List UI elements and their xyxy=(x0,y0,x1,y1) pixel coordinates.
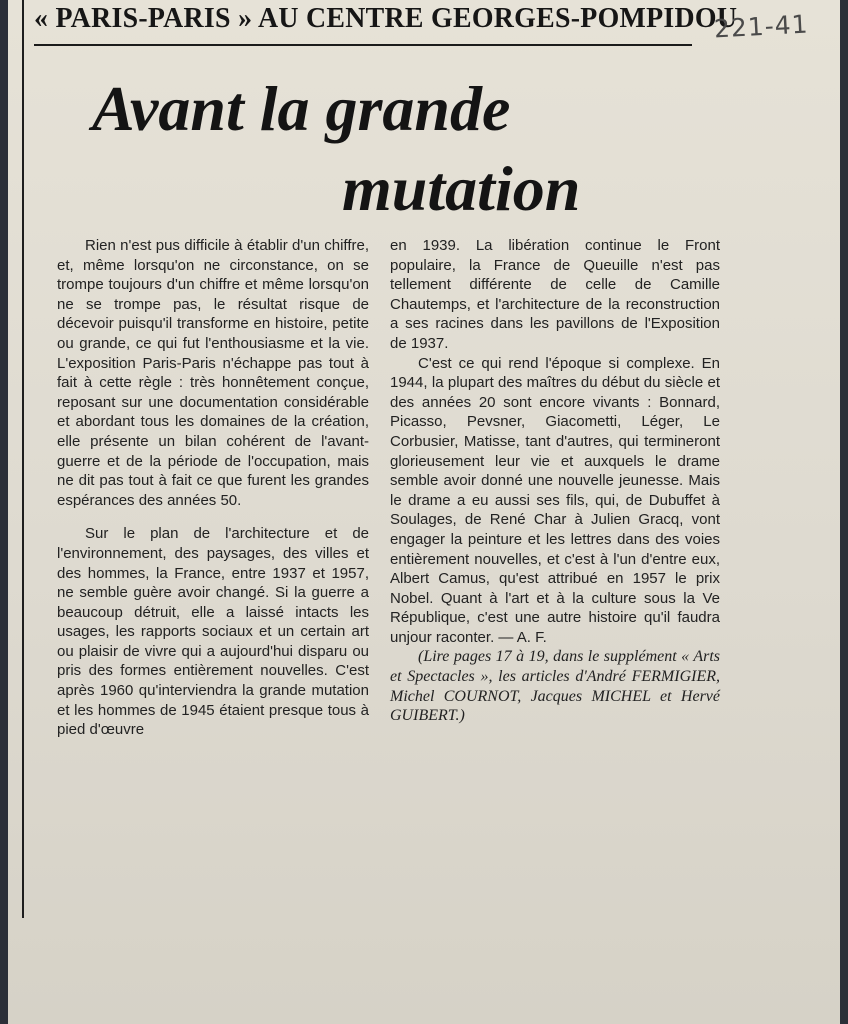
archive-number: 221-41 xyxy=(713,9,810,44)
article-column-1 xyxy=(57,236,369,740)
paragraph-2: Sur le plan de l'architecture et de l'environnement, des paysages, des villes et des hommes, la France, entre 1937 et 1957, ne semble guère avoir changé. Si la guerre a beaucoup détruit, elle a laissé intacts les usages, les rapports sociaux et un certain art ou plaisir de vivre qui a aujourd'hui disparu ou pris des formes entièrement nouvelles. C'est après 1960 qu'interviendra la grande mutation et les hommes de 1945 étaient presque tous à pied d'œuvre xyxy=(57,525,369,739)
paragraph-1: Rien n'est pus difficile à établir d'un chiffre, et, même lorsqu'on ne circonstance, on se trompe toujours d'un chiffre et même lorsqu'on ne se trompe pas, le résultat risque de décevoir puisqu'il transforme en histoire, petite ou grande, ce qui fut l'enthousiasme et la vie. L'exposition Paris-Paris n'échappe pas tout à fait à cette règle : très honnêtement conçue, reposant sur une documentation considérable et abordant tous les domaines de la création, elle présente un bilan cohérent de l'avant-guerre et de la période de l'occupation, mais ne dit pas tout à fait ce que furent les grandes espérances des années 50. xyxy=(57,237,369,509)
paragraph-4: C'est ce qui rend l'époque si complexe. En 1944, la plupart des maîtres du début du siècle et des années 20 sont encore vivants : Bonnard, Picasso, Pevsner, Giacometti, Léger, Le Corbusier, Matisse, tant d'autres, qui termineront glorieusement leur vie et auxquels le drame semble avoir donné une nouvelle jeunesse. Mais le drame a eu aussi ses fils, qui, de Dubuffet à Soulages, de René Char à Julien Gracq, vont engager la peinture et les lettres dans des voies entièrement nouvelles, et c'est à l'un d'entre eux, Albert Camus, qu'est attribué en 1957 le prix Nobel. Quant à l'art et à la culture sous la Ve République, c'est une autre histoire qu'il faudra unjour raconter. — A. F. xyxy=(390,354,720,646)
article-column-2 xyxy=(390,236,720,726)
header-rule xyxy=(34,44,692,46)
headline-line-1: Avant la grande xyxy=(92,73,511,144)
column-rule xyxy=(22,0,24,918)
supplement-note: (Lire pages 17 à 19, dans le supplément « Arts et Spectacles », les articles d'André FERMIGIER, Michel COURNOT, Jacques MICHEL et Hervé GUIBERT.) xyxy=(390,648,720,725)
headline xyxy=(60,72,680,232)
paragraph-3: en 1939. La libération continue le Front populaire, la France de Queuille n'est pas tellement différente de celle de Camille Chautemps, et l'architecture de la reconstruction a ses racines dans les pavillons de l'Exposition de 1937. xyxy=(390,237,720,352)
headline-line-2: mutation xyxy=(342,153,581,224)
kicker-title: « PARIS-PARIS » AU CENTRE GEORGES-POMPIDOU xyxy=(34,2,738,34)
